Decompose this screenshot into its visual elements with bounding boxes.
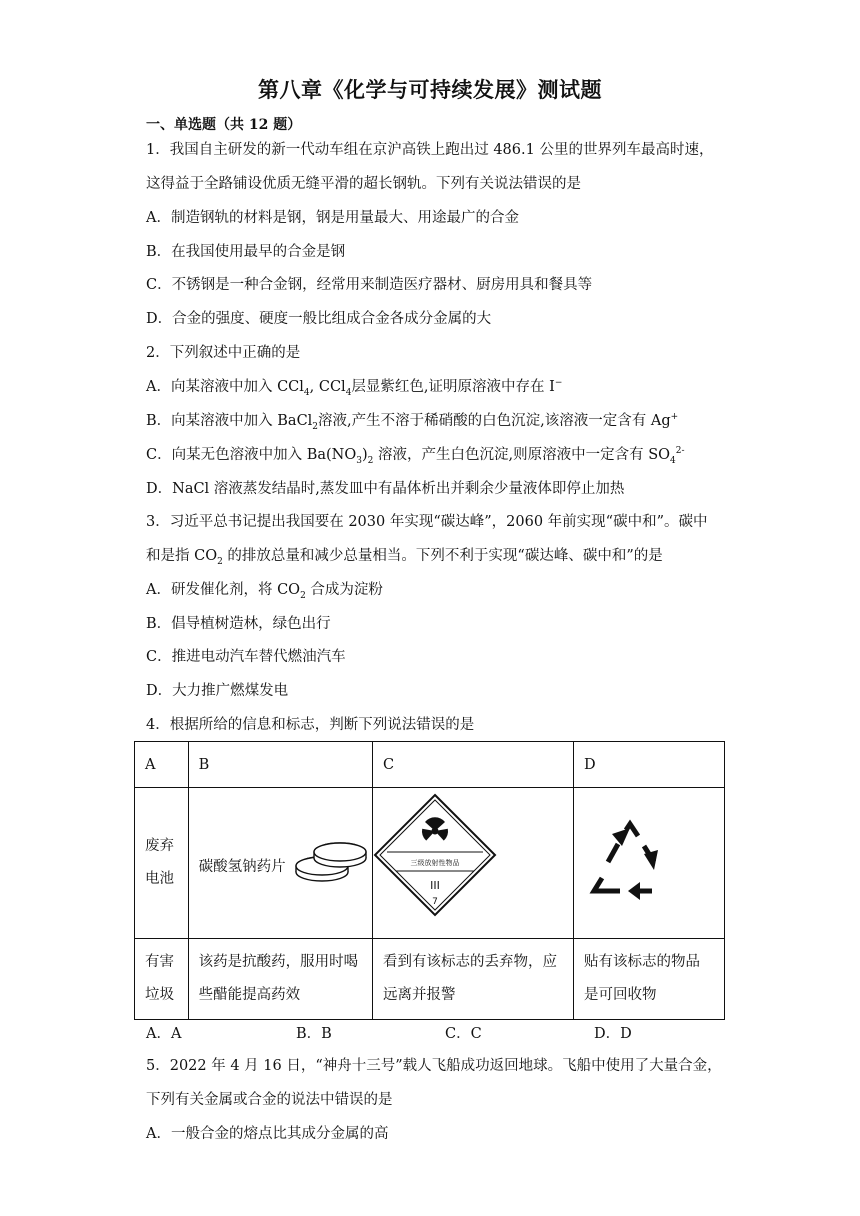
waste-battery-label: 废弃电池 [145,838,174,887]
q2-option-c: C．向某无色溶液中加入 $Ba(NO_3)_2$ 溶液，产生白色沉淀,则原溶液中一定含有 $SO_4^{2-}$ [146,446,685,466]
q2-option-a: A．向某溶液中加入 CCl$_4$, CCl$_4$层显紫红色,证明原溶液中存在 I− [146,378,563,398]
q4-cell-c-image [372,788,573,939]
q3-option-a: A．研发催化剂，将 $CO_2$ 合成为淀粉 [146,582,383,601]
q5-stem-line2: 下列有关金属或合金的说法中错误的是 [146,1092,393,1108]
q4-header-a: A [135,742,189,788]
q4-desc-d: 贴有该标志的物品是可回收物 [573,939,724,1020]
radioactive-class-label: 三级放射性物品 [410,859,460,867]
q4-table [134,741,725,1020]
q4-image-row [135,788,725,939]
q2-option-b: B．向某溶液中加入 BaCl$_2$溶液,产生不溶于稀硝酸的白色沉淀,该溶液一定含有 Ag+ [146,412,679,432]
q4-description-row [135,939,725,1020]
q1-stem-line1: 1．我国自主研发的新一代动车组在京沪高铁上跑出过 486.1 公里的世界列车最高时速， [146,142,714,158]
tablet-icon [292,840,370,886]
q1-option-d: D．合金的强度、硬度一般比组成合金各成分金属的大 [146,311,492,327]
q3-stem-line2: 和是指 $CO_2$ 的排放总量和减少总量相当。下列不利于实现“碳达峰、碳中和”的是 [146,548,663,567]
q3-option-b: B．倡导植树造林，绿色出行 [146,616,331,632]
q4-cell-d-image [573,788,724,939]
q4-option-a: A．A [146,1026,182,1042]
q4-header-b: B [188,742,372,788]
q4-desc-b: 该药是抗酸药，服用时喝些醋能提高药效 [188,939,372,1020]
q2-stem: 2．下列叙述中正确的是 [146,345,301,361]
radioactive-roman-numeral: III [430,879,440,892]
q4-stem: 4．根据所给的信息和标志，判断下列说法错误的是 [146,717,475,733]
q5-option-a: A．一般合金的熔点比其成分金属的高 [146,1126,389,1142]
q4-header-d: D [573,742,724,788]
recycle-icon [574,788,724,934]
page-title: 第八章《化学与可持续发展》测试题 [258,77,602,102]
q4-option-b: B．B [296,1026,332,1042]
q3-stem-line1: 3．习近平总书记提出我国要在 2030 年实现“碳达峰”，2060 年前实现“碳中和”。碳中 [146,514,708,530]
q4-cell-a-image [135,788,189,939]
q2-option-d: D．NaCl 溶液蒸发结晶时,蒸发皿中有晶体析出并剩余少量液体即停止加热 [146,481,625,497]
q1-option-a: A．制造钢轨的材料是钢，钢是用量最大、用途最广的合金 [146,210,519,226]
q4-cell-b-image [188,788,372,939]
q4-header-c: C [372,742,573,788]
q1-option-b: B．在我国使用最早的合金是钢 [146,244,346,260]
radioactive-class-number: 7 [432,897,438,907]
section-heading: 一、单选题（共 12 题） [146,117,302,133]
q4-desc-a: 有害垃圾 [135,939,189,1020]
tablet-label: 碳酸氢钠药片 [198,859,286,875]
q3-option-c: C．推进电动汽车替代燃油汽车 [146,649,346,665]
q4-header-row [135,742,725,788]
q1-option-c: C．不锈钢是一种合金钢，经常用来制造医疗器材、厨房用具和餐具等 [146,277,593,293]
radioactive-sign-icon [373,788,573,934]
q4-option-d: D．D [594,1026,632,1042]
q4-desc-c: 看到有该标志的丢弃物，应远离并报警 [372,939,573,1020]
q5-stem-line1: 5．2022 年 4 月 16 日，“神舟十三号”载人飞船成功返回地球。飞船中使用了大量合金， [146,1058,722,1074]
q3-option-d: D．大力推广燃煤发电 [146,683,289,699]
q4-option-c: C．C [445,1026,482,1042]
q1-stem-line2: 这得益于全路铺设优质无缝平滑的超长钢轨。下列有关说法错误的是 [146,176,581,192]
